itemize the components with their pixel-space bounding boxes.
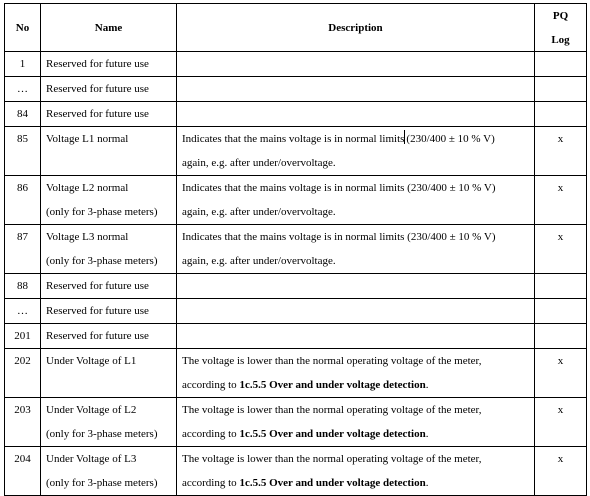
description-line [182, 176, 529, 200]
cell-no: 86 [5, 176, 41, 225]
description-line [182, 249, 529, 273]
cell-description [177, 324, 535, 349]
table-row [5, 225, 587, 274]
cell-no: 88 [5, 274, 41, 299]
cell-description [177, 176, 535, 225]
cell-description [177, 52, 535, 77]
cell-description [177, 274, 535, 299]
cell-description [177, 225, 535, 274]
description-text: according to [182, 477, 240, 489]
cell-description [177, 299, 535, 324]
table-row [5, 176, 587, 225]
table-row [5, 127, 587, 176]
cell-name [41, 274, 177, 299]
table-row [5, 398, 587, 447]
cell-pq-log [535, 52, 587, 77]
name-line: Reserved for future use [46, 305, 149, 317]
description-text: again, e.g. after under/overvoltage. [182, 206, 336, 218]
name-line: Voltage L2 normal [46, 182, 129, 194]
cell-pq-log: x [535, 398, 587, 447]
description-line [182, 422, 529, 446]
section-reference: 1c.5.5 Over and under voltage detection [239, 428, 426, 440]
description-text: according to [182, 379, 240, 391]
name-line: (only for 3-phase meters) [46, 255, 158, 267]
cell-name [41, 349, 177, 398]
description-line [182, 398, 529, 422]
description-line [182, 349, 529, 373]
cell-no: 1 [5, 52, 41, 77]
description-line [182, 200, 529, 224]
header-pq-log [535, 4, 587, 52]
description-line [182, 225, 529, 249]
cell-description [177, 102, 535, 127]
header-name: Name [41, 4, 177, 52]
cell-pq-log [535, 77, 587, 102]
description-text: Indicates that the mains voltage is in normal limits [182, 133, 405, 145]
name-line: Reserved for future use [46, 83, 149, 95]
description-line [182, 151, 529, 175]
name-line: Reserved for future use [46, 58, 149, 70]
description-line [182, 127, 529, 151]
cell-no: 203 [5, 398, 41, 447]
description-text: according to [182, 428, 240, 440]
name-line: Under Voltage of L3 [46, 453, 137, 465]
description-text: Indicates that the mains voltage is in normal limits (230/400 ± 10 % V) [182, 231, 496, 243]
description-line [182, 471, 529, 495]
cell-name [41, 102, 177, 127]
description-text: again, e.g. after under/overvoltage. [182, 157, 336, 169]
cell-no: 85 [5, 127, 41, 176]
cell-name [41, 225, 177, 274]
description-line [182, 373, 529, 397]
cell-name [41, 77, 177, 102]
name-line: (only for 3-phase meters) [46, 477, 158, 489]
header-description: Description [177, 4, 535, 52]
table-row [5, 102, 587, 127]
cell-pq-log: x [535, 349, 587, 398]
name-line: Reserved for future use [46, 280, 149, 292]
cell-pq-log [535, 274, 587, 299]
name-line: Voltage L1 normal [46, 133, 129, 145]
description-text: . [425, 477, 429, 489]
description-text: Indicates that the mains voltage is in normal limits (230/400 ± 10 % V) [182, 182, 496, 194]
cell-name [41, 176, 177, 225]
cell-name [41, 447, 177, 496]
cell-no: … [5, 77, 41, 102]
header-pq-line2: Log [551, 33, 570, 46]
name-line: Under Voltage of L1 [46, 355, 137, 367]
cell-no: … [5, 299, 41, 324]
cell-name [41, 398, 177, 447]
table-row [5, 324, 587, 349]
description-text: The voltage is lower than the normal operating voltage of the meter, [182, 453, 482, 465]
table-row [5, 274, 587, 299]
cell-name [41, 52, 177, 77]
section-reference: 1c.5.5 Over and under voltage detection [239, 379, 426, 391]
section-reference: 1c.5.5 Over and under voltage detection [239, 477, 426, 489]
description-text: again, e.g. after under/overvoltage. [182, 255, 336, 267]
cell-pq-log: x [535, 225, 587, 274]
description-text: The voltage is lower than the normal operating voltage of the meter, [182, 355, 482, 367]
table-header-row [5, 4, 587, 52]
cell-description [177, 77, 535, 102]
table-row [5, 299, 587, 324]
description-line [182, 447, 529, 471]
description-text: . [425, 428, 429, 440]
cell-no: 202 [5, 349, 41, 398]
cell-name [41, 299, 177, 324]
cell-pq-log: x [535, 447, 587, 496]
name-line: Under Voltage of L2 [46, 404, 137, 416]
table-row [5, 77, 587, 102]
name-line: Reserved for future use [46, 108, 149, 120]
name-line: (only for 3-phase meters) [46, 428, 158, 440]
description-text: The voltage is lower than the normal operating voltage of the meter, [182, 404, 482, 416]
table-row [5, 447, 587, 496]
cell-pq-log [535, 324, 587, 349]
description-text: (230/400 ± 10 % V) [406, 133, 495, 145]
cell-description [177, 349, 535, 398]
header-no: No [5, 4, 41, 52]
cell-pq-log: x [535, 127, 587, 176]
cell-no: 84 [5, 102, 41, 127]
header-pq-line1: PQ [552, 9, 569, 22]
cell-description [177, 127, 535, 176]
table-row [5, 349, 587, 398]
event-table [4, 3, 587, 496]
description-text: . [425, 379, 429, 391]
cell-no: 87 [5, 225, 41, 274]
cell-no: 204 [5, 447, 41, 496]
table-row [5, 52, 587, 77]
name-line: Voltage L3 normal [46, 231, 129, 243]
cell-pq-log: x [535, 176, 587, 225]
cell-pq-log [535, 299, 587, 324]
cell-pq-log [535, 102, 587, 127]
name-line: (only for 3-phase meters) [46, 206, 158, 218]
cell-name [41, 324, 177, 349]
cell-description [177, 398, 535, 447]
cell-description [177, 447, 535, 496]
name-line: Reserved for future use [46, 330, 149, 342]
cell-name [41, 127, 177, 176]
cell-no: 201 [5, 324, 41, 349]
